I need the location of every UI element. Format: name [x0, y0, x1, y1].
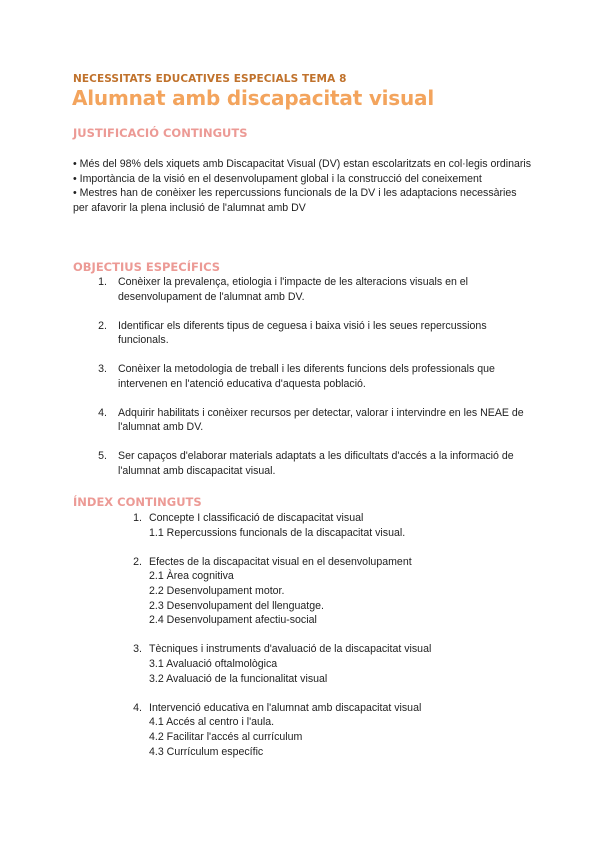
index-number: 2. — [133, 555, 142, 568]
objectives-heading: OBJECTIUS ESPECÍFICS — [73, 260, 221, 274]
index-subitem: 2.4 Desenvolupament afectiu-social — [149, 614, 317, 627]
index-item — [73, 511, 533, 540]
justification-bullet: • Més del 98% dels xiquets amb Discapacitat Visual (DV) estan escolaritzats en col·legis ordinaris — [73, 158, 532, 170]
index-subitem: 4.3 Currículum específic — [149, 745, 264, 758]
index-subitem: 2.2 Desenvolupament motor. — [149, 584, 285, 597]
objective-text: Conèixer la metodologia de treball i les diferents funcions dels professionals que intervenen en l'atenció educativa d'aquesta població. — [118, 363, 495, 390]
justification-list — [73, 157, 533, 215]
objective-item — [73, 406, 533, 435]
index-subitem: 2.3 Desenvolupament del llenguatge. — [149, 599, 324, 612]
objective-item — [73, 275, 533, 304]
objective-item — [73, 362, 533, 391]
index-heading: ÍNDEX CONTINGUTS — [73, 495, 202, 509]
objective-text: Conèixer la prevalença, etiologia i l'impacte de les alteracions visuals en el desenvolupament de l'alumnat amb DV. — [118, 276, 469, 303]
index-title: Tècniques i instruments d'avaluació de la discapacitat visual — [149, 643, 432, 656]
page-title: Alumnat amb discapacitat visual — [72, 86, 435, 110]
objective-number: 3. — [98, 363, 107, 375]
objective-item — [73, 319, 533, 348]
index-item — [73, 701, 533, 759]
objectives-list — [73, 275, 533, 493]
objective-number: 2. — [98, 319, 107, 332]
index-number: 1. — [133, 512, 142, 524]
index-title: Efectes de la discapacitat visual en el desenvolupament — [149, 555, 412, 568]
objective-number: 5. — [98, 450, 107, 462]
index-subitem: 3.1 Avaluació oftalmològica — [149, 657, 278, 670]
objective-text: Adquirir habilitats i conèixer recursos per detectar, valorar i intervindre en les NEAE de l'alumnat amb DV. — [118, 406, 524, 433]
index-subitem: 2.1 Àrea cognitiva — [149, 570, 234, 583]
index-subitem: 4.1 Accés al centro i l'aula. — [149, 716, 275, 729]
objective-number: 4. — [98, 406, 107, 419]
objective-number: 1. — [98, 276, 107, 288]
index-subitem: 1.1 Repercussions funcionals de la discapacitat visual. — [149, 526, 406, 539]
justification-bullet: • Importància de la visió en el desenvolupament global i la construcció del coneixement — [73, 172, 482, 185]
objective-text: Ser capaços d'elaborar materials adaptats a les dificultats d'accés a la informació de l'alumnat amb discapacitat visual. — [118, 450, 514, 477]
index-subitem: 3.2 Avaluació de la funcionalitat visual — [149, 672, 328, 685]
index-title: Concepte I classificació de discapacitat visual — [149, 512, 364, 524]
index-subitem: 4.2 Facilitar l'accés al currículum — [149, 730, 303, 743]
course-kicker: NECESSITATS EDUCATIVES ESPECIALS TEMA 8 — [73, 73, 347, 85]
index-title: Intervenció educativa en l'alumnat amb discapacitat visual — [149, 701, 422, 714]
justification-heading: JUSTIFICACIÓ CONTINGUTS — [73, 126, 248, 140]
index-list — [73, 511, 533, 774]
index-number: 3. — [133, 643, 142, 656]
objective-item — [73, 449, 533, 478]
justification-bullet: • Mestres han de conèixer les repercussions funcionals de la DV i les adaptacions necessàries per afavorir la plena inclusió de l'alumnat amb DV — [73, 187, 517, 214]
index-number: 4. — [133, 701, 142, 714]
index-item — [73, 555, 533, 628]
index-item — [73, 642, 533, 686]
objective-text: Identificar els diferents tipus de ceguesa i baixa visió i les seues repercussions funcionals. — [118, 319, 487, 346]
